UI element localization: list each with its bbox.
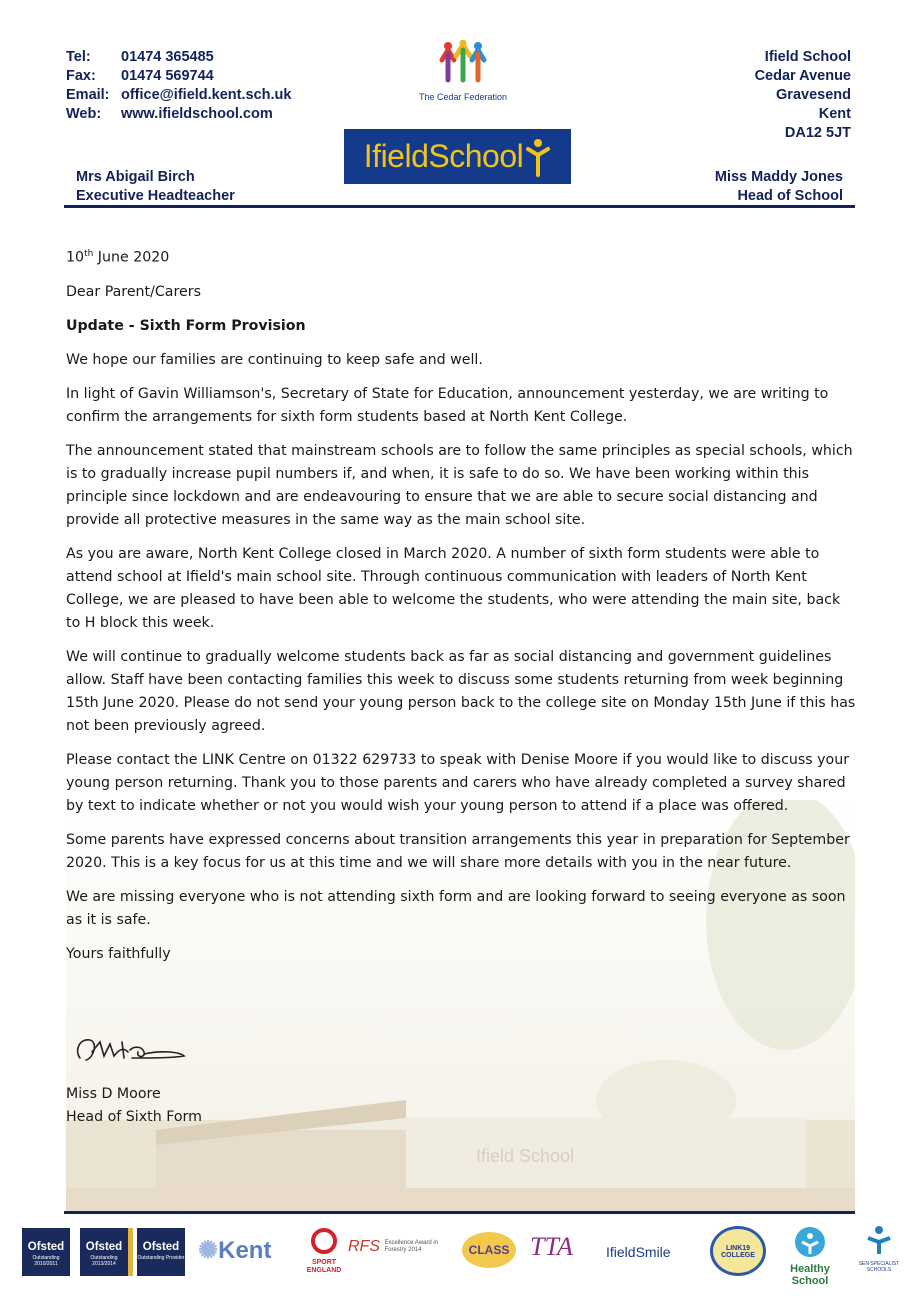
address-line: DA12 5JT: [784, 125, 851, 141]
sen-text: SEN SPECIALIST SCHOOLS: [858, 1261, 900, 1273]
tta-logo: [530, 1232, 573, 1262]
closing: Yours faithfully: [66, 945, 171, 962]
sen-figures-icon: [862, 1224, 896, 1256]
fax-label: Fax:: [66, 68, 96, 84]
tta-text: TTA: [530, 1232, 573, 1261]
kent-logo: ✺Kent: [198, 1237, 272, 1264]
federation-caption: The Cedar Federation: [418, 92, 508, 102]
paragraph: In light of Gavin Williamson's, Secretary of State for Education, announcement yesterday, we are writing to confirm the arrangements for sixth form students based at North Kent College.: [66, 385, 829, 425]
ofsted-label: Ofsted: [85, 1241, 123, 1253]
ofsted-sub: Outstanding Provider: [137, 1255, 185, 1261]
paragraph: As you are aware, North Kent College closed in March 2020. A number of sixth form students were able to attend school at Ifield's main school site. Through continuous communication with leaders of North Kent College, we are pleased to have been able to welcome the students, who were attending the main site, back to H block this week.: [66, 545, 841, 631]
healthy-school-icon: [790, 1226, 830, 1258]
ifield-smile-logo: [606, 1244, 671, 1260]
ofsted-logo: [137, 1228, 185, 1276]
address-line: Kent: [818, 106, 851, 122]
kent-text: Kent: [218, 1237, 272, 1264]
web-label: Web:: [66, 106, 102, 122]
letter-body: [66, 243, 858, 977]
sport-england-logo: [300, 1228, 348, 1275]
school-address: [755, 48, 851, 143]
email-link[interactable]: office@ifield.kent.sch.uk: [121, 87, 292, 103]
paragraph: We hope our families are continuing to keep safe and well.: [66, 351, 483, 368]
rfs-sub: Excellence Award in Forestry 2014: [384, 1239, 439, 1253]
head-left-title: Executive Headteacher: [76, 188, 235, 204]
tel-value: 01474 365485: [121, 49, 214, 65]
accreditation-logos: [0, 1222, 918, 1292]
address-line: Gravesend: [776, 87, 851, 103]
sen-specialist-logo: [852, 1224, 906, 1273]
date-rest: June 2020: [93, 249, 170, 266]
healthy-school-logo: [772, 1226, 848, 1287]
ifield-smile-text: IfieldSmile: [606, 1244, 671, 1260]
ofsted-label: Ofsted: [142, 1241, 180, 1253]
class-text: CLASS: [468, 1243, 510, 1257]
head-left-name: Mrs Abigail Birch: [76, 169, 195, 185]
ofsted-label: Ofsted: [27, 1241, 65, 1253]
header-divider: [64, 205, 855, 208]
signer-block: [66, 1083, 202, 1129]
address-line: Cedar Avenue: [754, 68, 851, 84]
paragraph: Please contact the LINK Centre on 01322 629733 to speak with Denise Moore if you would like to discuss your young person returning. Thank you to those parents and carers who have already completed a survey shared by text to indicate whether or not you would wish your young person to attend if a place was offered.: [66, 751, 850, 814]
footer-divider: [64, 1211, 855, 1214]
email-label: Email:: [66, 87, 110, 103]
paragraph: We will continue to gradually welcome students back as far as social distancing and government guidelines allow. Staff have been contacting families this week to discuss some students returning from week beginning 15th June 2020. Please do not send your young person back to the college site on Monday 15th June if this has not been previously agreed.: [66, 648, 856, 734]
paragraph: We are missing everyone who is not attending sixth form and are looking forward to seeing everyone as soon as it is safe.: [66, 888, 846, 928]
healthy-school-text: Healthy School: [790, 1263, 830, 1287]
sport-england-icon: [311, 1228, 337, 1254]
letter-subject: Update - Sixth Form Provision: [66, 317, 306, 334]
contact-details: [66, 48, 291, 124]
head-of-school: [715, 168, 843, 206]
letter-date: [66, 243, 858, 270]
paragraph: Some parents have expressed concerns about transition arrangements this year in preparation for September 2020. This is a key focus for us at this time and we will share more details with you in the near future.: [66, 831, 850, 871]
tel-label: Tel:: [66, 49, 91, 65]
head-right-name: Miss Maddy Jones: [714, 169, 843, 185]
signer-title: Head of Sixth Form: [66, 1109, 202, 1125]
sport-england-text: SPORT ENGLAND: [306, 1259, 342, 1274]
paragraph: The announcement stated that mainstream schools are to follow the same principles as special schools, which is to gradually increase pupil numbers if, and when, it is safe to do so. We have been working within this principle since lockdown and are endeavouring to ensure that we are able to secure social distancing and provide all protective measures in the same way as the main school site.: [66, 442, 853, 528]
svg-text:Ifield School: Ifield School: [476, 1146, 575, 1166]
executive-headteacher: [76, 168, 235, 206]
ifield-school-logo: [344, 129, 571, 184]
address-line: Ifield School: [764, 49, 851, 65]
date-day: 10: [66, 249, 85, 266]
signer-name: Miss D Moore: [66, 1086, 161, 1102]
ofsted-logo: [22, 1228, 70, 1276]
ofsted-logo: [80, 1228, 133, 1276]
handwritten-signature: [72, 1030, 192, 1070]
figure-icon: [525, 137, 551, 177]
ofsted-sub: Outstanding 2013/2014: [90, 1255, 118, 1267]
ofsted-sub: Outstanding 2010/2011: [32, 1255, 60, 1267]
link19-logo: [710, 1226, 766, 1276]
salutation: Dear Parent/Carers: [66, 283, 201, 300]
head-right-title: Head of School: [737, 188, 843, 204]
date-suffix: th: [84, 249, 94, 259]
rfs-text: RFS: [348, 1238, 380, 1255]
link19-text: LINK19 COLLEGE: [721, 1245, 755, 1259]
school-logo-text: IfieldSchool: [363, 138, 524, 174]
rfs-logo: [348, 1238, 454, 1256]
class-logo: [462, 1232, 516, 1268]
website-link[interactable]: www.ifieldschool.com: [121, 106, 273, 122]
fax-value: 01474 569744: [121, 68, 214, 84]
